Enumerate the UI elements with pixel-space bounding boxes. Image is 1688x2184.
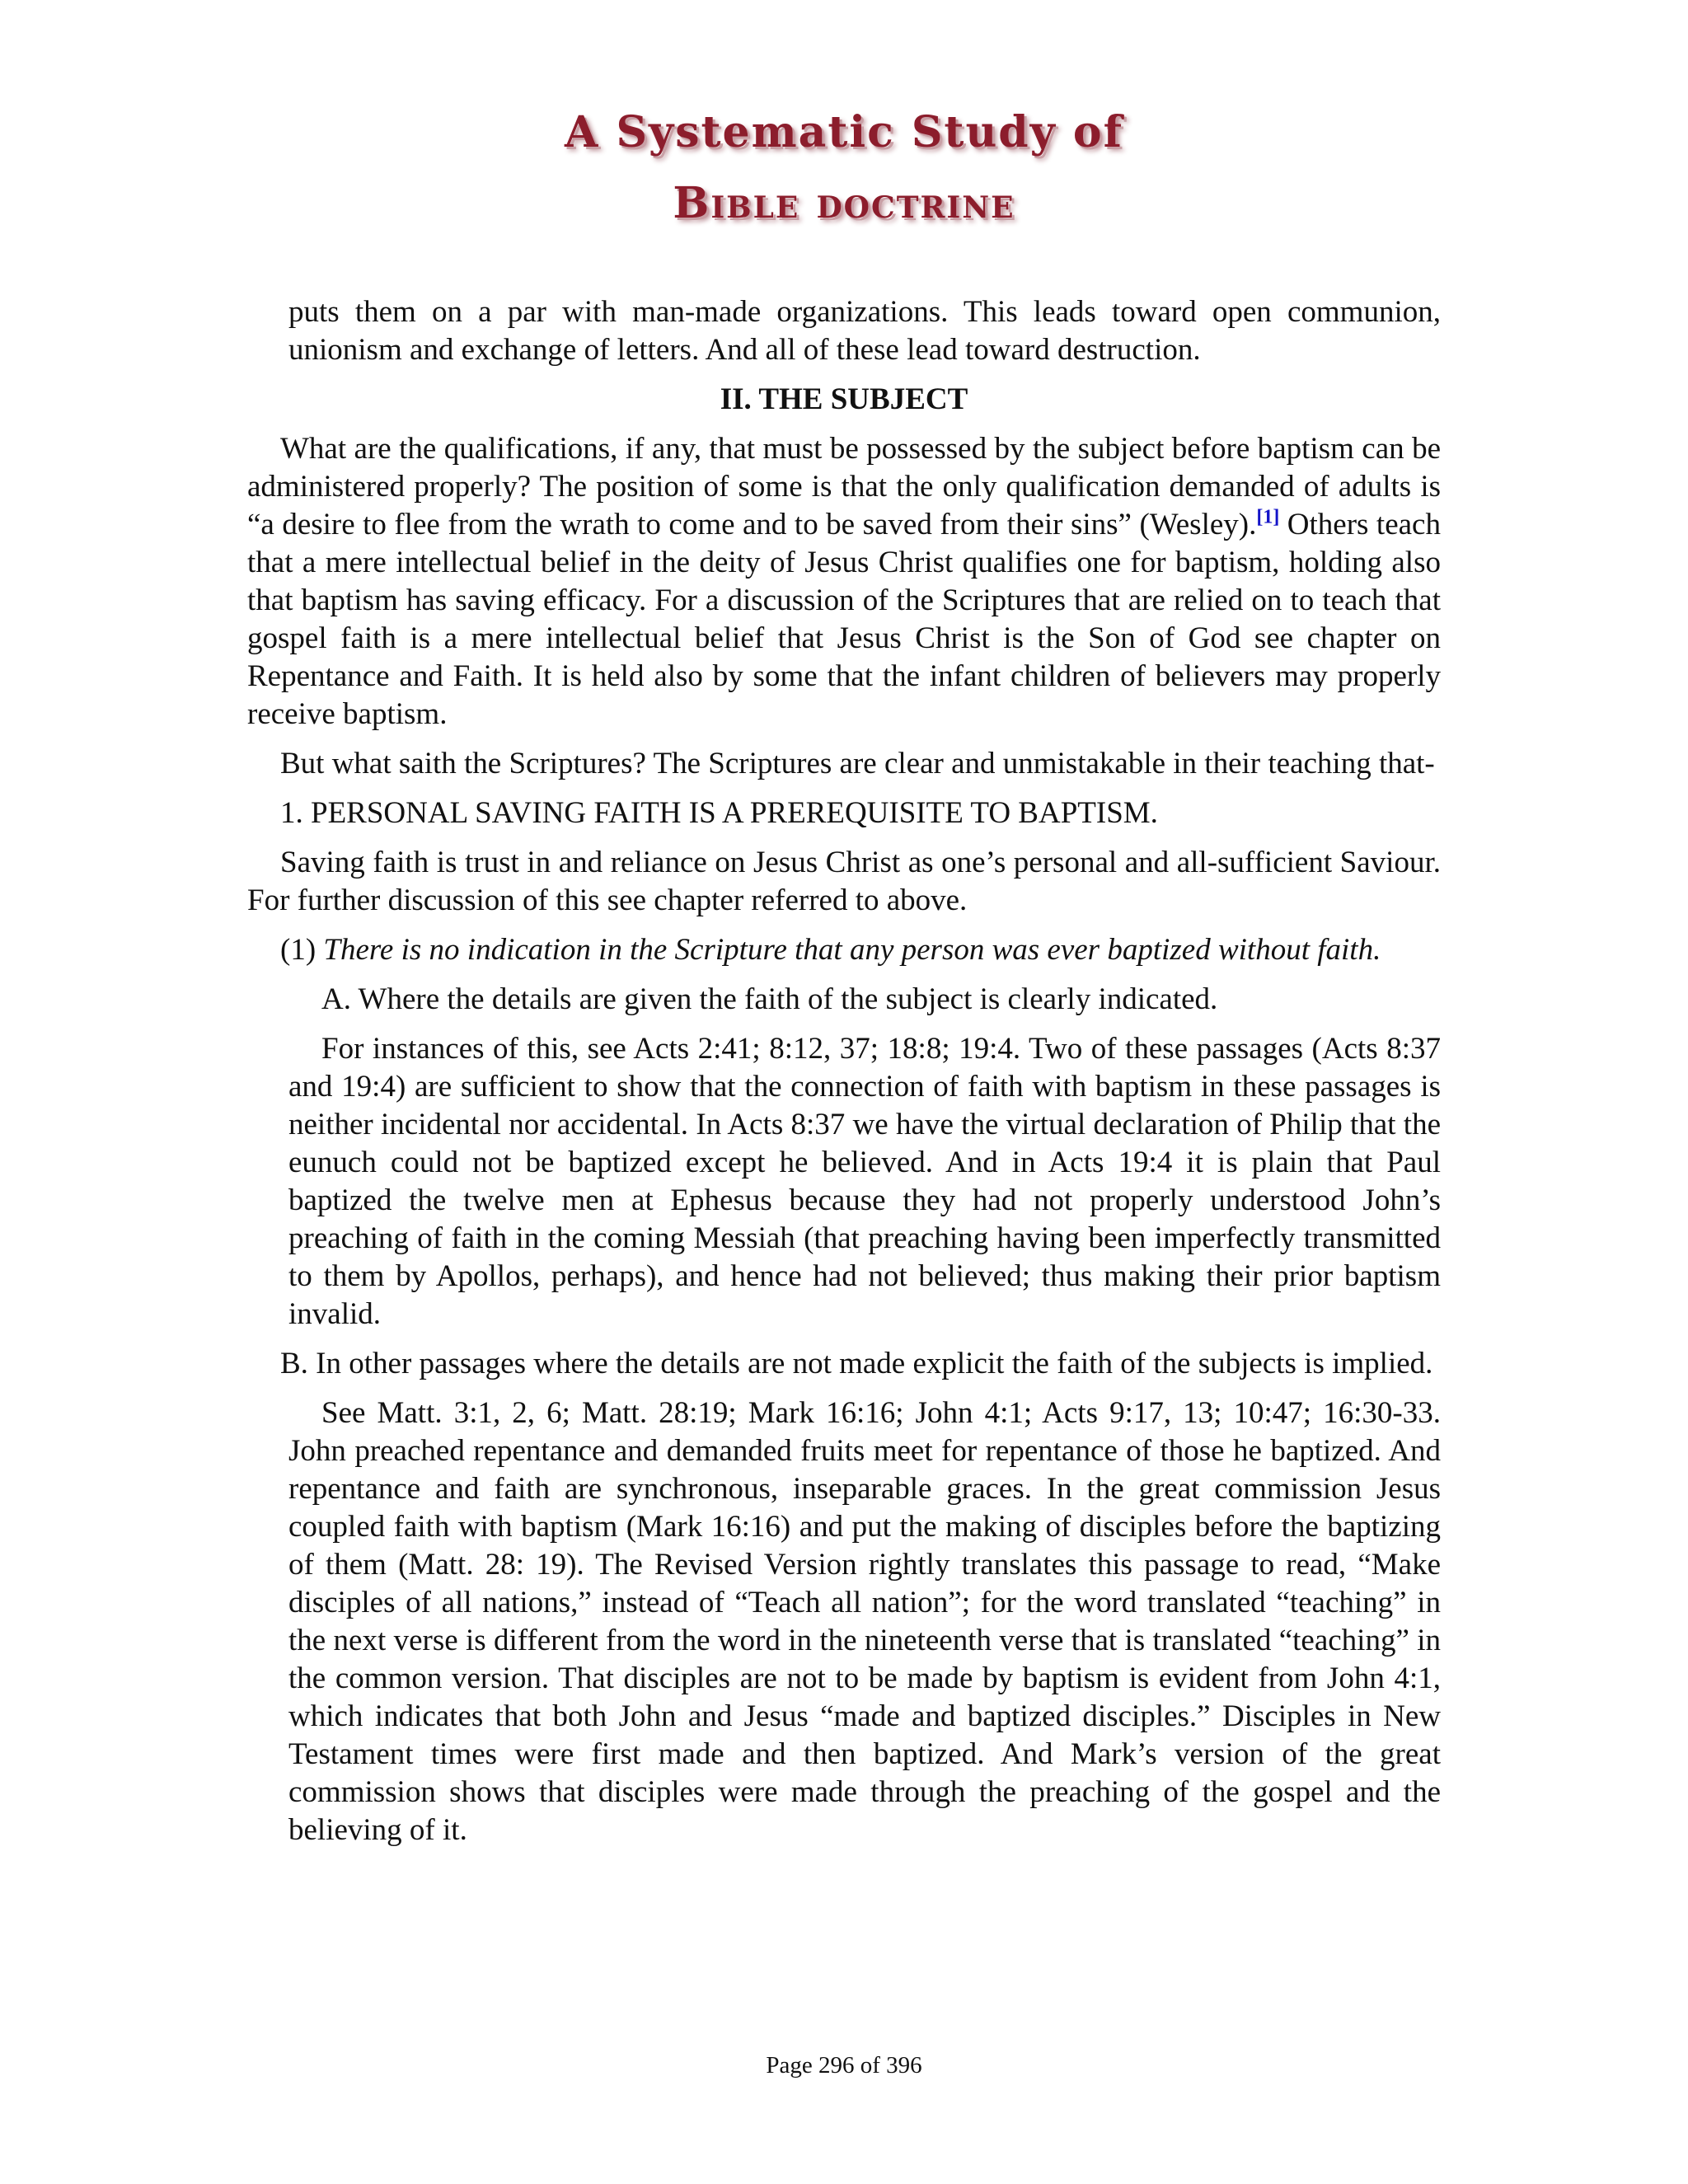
point-1-subpoint — [247, 931, 1441, 969]
continued-paragraph: puts them on a par with man-made organizations. This leads toward open communion, unionism and exchange of letters. And all of these lead toward destruction. — [288, 295, 1441, 367]
subpoint-italic-text: There is no indication in the Scripture that any person was ever baptized without faith. — [323, 933, 1381, 967]
banner-line-1: A Systematic Study of — [565, 107, 1123, 157]
paragraph-scriptures: But what saith the Scriptures? The Scriptures are clear and unmistakable in their teaching that- — [280, 747, 1435, 780]
point-1-heading: 1. PERSONAL SAVING FAITH IS A PREREQUISITE TO BAPTISM. — [280, 796, 1158, 830]
book-title-banner — [0, 97, 1688, 239]
point-b-heading: B. In other passages where the details are not made explicit the faith of the subjects is implied. — [280, 1347, 1433, 1380]
point-a-heading: A. Where the details are given the faith of the subject is clearly indicated. — [321, 982, 1218, 1016]
page-body — [247, 293, 1441, 1861]
section-heading: II. THE SUBJECT — [720, 382, 968, 416]
paragraph-saving-faith: Saving faith is trust in and reliance on Jesus Christ as one’s personal and all-sufficient Saviour. For further discussion of this see chapter referred to above. — [247, 846, 1441, 917]
point-b-body: See Matt. 3:1, 2, 6; Matt. 28:19; Mark 16:16; John 4:1; Acts 9:17, 13; 10:47; 16:30-33. John preached repentance and demanded fruits meet for repentance of those he baptized. And repentance and faith are synchronous, inseparable graces. In the great commission Jesus coupled faith with baptism (Mark 16:16) and put the making of disciples before the baptizing of them (Matt. 28: 19). The Revised Version rightly translates this passage to read, “Make disciples of all nations,” instead of “Teach all nation”; for the word translated “teaching” in the next verse is different from the word in the nineteenth verse that is translated “teaching” in the common version. That disciples are not to be made by baptism is evident from John 4:1, which indicates that both John and Jesus “made and baptized disciples.” Disciples in New Testament times were first made and then baptized. And Mark’s version of the great commission shows that disciples were made through the preaching of the gospel and the believing of it. — [288, 1396, 1441, 1847]
subpoint-number: (1) — [280, 933, 324, 967]
paragraph-qualifications — [247, 430, 1441, 733]
page-number: Page 296 of 396 — [766, 2052, 922, 2079]
paragraph-qualifications-text-2: Others teach that a mere intellectual belief in the deity of Jesus Christ qualifies one for baptism, holding also that baptism has saving efficacy. For a discussion of the Scriptures that are relied on to teach that gospel faith is a mere intellectual belief that Jesus Christ is the Son of God see chapter on Repentance and Faith. It is held also by some that the infant children of believers may properly receive baptism. — [247, 508, 1441, 731]
banner-line-2: Bible doctrine — [673, 178, 1015, 228]
point-a-body: For instances of this, see Acts 2:41; 8:12, 37; 18:8; 19:4. Two of these passages (Acts 8:37 and 19:4) are sufficient to show that the connection of faith with baptism in these passages is neither incidental nor accidental. In Acts 8:37 we have the virtual declaration of Philip that the eunuch could not be baptized except he believed. And in Acts 19:4 it is plain that Paul baptized the twelve men at Ephesus because they had not properly understood John’s preaching of faith in the coming Messiah (that preaching having been imperfectly transmitted to them by Apollos, perhaps), and hence had not believed; thus making their prior baptism invalid. — [288, 1032, 1441, 1331]
footnote-link[interactable]: [1] — [1256, 506, 1280, 528]
paragraph-qualifications-text-1: What are the qualifications, if any, that must be possessed by the subject before baptism can be administered properly? The position of some is that the only qualification demanded of adults is “a desire to flee from the wrath to come and to be saved from their sins” (Wesley). — [247, 432, 1441, 541]
